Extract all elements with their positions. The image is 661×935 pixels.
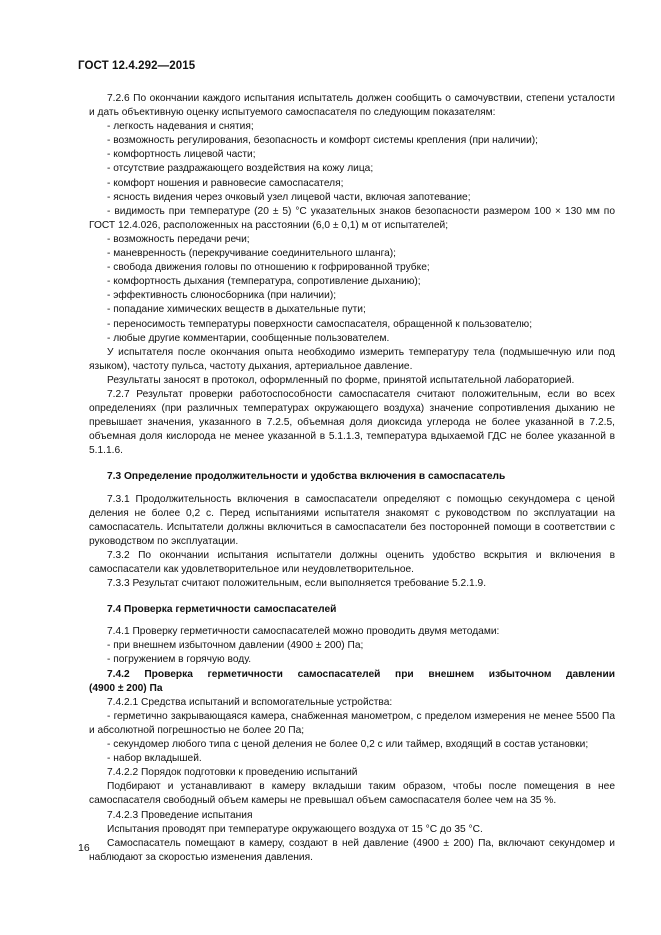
- subsection-heading-7-4-2-cont: (4900 ± 200) Па: [89, 682, 163, 694]
- section-heading-7-4: 7.4 Проверка герметичности самоспасателей: [107, 604, 337, 616]
- document-header: ГОСТ 12.4.292—2015: [78, 60, 196, 72]
- page-number: 16: [78, 842, 90, 854]
- paragraph-inserts-fit: Подбирают и устанавливают в камеру вкладыши таким образом, чтобы после помещения в нее самоспасателя свободный объем камеры не превышал объем самоспасателя более чем на 35 %.: [89, 781, 615, 807]
- list-item: - переносимость температуры поверхности самоспасателя, обращенной к пользователю;: [107, 318, 533, 330]
- paragraph-7-4-2-1: 7.4.2.1 Средства испытаний и вспомогательные устройства:: [107, 696, 393, 708]
- list-item: - отсутствие раздражающего воздействия на кожу лица;: [107, 163, 374, 175]
- list-item: - комфортность лицевой части;: [107, 149, 256, 161]
- document-body: [89, 92, 615, 865]
- list-item: - возможность передачи речи;: [107, 233, 250, 245]
- paragraph-placement: Самоспасатель помещают в камеру, создают в ней давление (4900 ± 200) Па, включают секундомер и наблюдают за скоростью изменения давления.: [89, 837, 615, 863]
- list-item: - попадание химических веществ в дыхательные пути;: [107, 304, 366, 316]
- list-item: - комфортность дыхания (температура, сопротивление дыханию);: [107, 276, 421, 288]
- paragraph-7-3-2: 7.3.2 По окончании испытания испытатели должны оценить удобство вскрытия и включения в самоспасатели как удовлетворительное или неудовлетворительное.: [89, 549, 615, 575]
- list-item: - эффективность слюносборника (при наличии);: [107, 290, 337, 302]
- paragraph-7-2-6: 7.2.6 По окончании каждого испытания испытатель должен сообщить о самочувствии, степени усталости и дать объективную оценку испытуемого самоспасателя по следующим показателям:: [89, 93, 615, 119]
- list-item: - погружением в горячую воду.: [107, 654, 252, 666]
- list-item: - свобода движения головы по отношению к гофрированной трубке;: [107, 262, 430, 274]
- paragraph-7-2-7: 7.2.7 Результат проверки работоспособности самоспасателя считают положительным, если во всех определениях (при различных температурах окружающего воздуха) значение сопротивления дыханию не превышает значения, указанного в 7.2.5, объемная доля диоксида углерода не более указанной в 7.2.5, объемная доля кислорода не менее указанной в 5.1.1.3, температура вдыхаемой ГДС не более указанной в 5.1.1.6.: [89, 388, 615, 457]
- list-item: - при внешнем избыточном давлении (4900 ± 200) Па;: [107, 640, 364, 652]
- paragraph-7-4-1: 7.4.1 Проверку герметичности самоспасателей можно проводить двумя методами:: [107, 626, 500, 638]
- subsection-heading-7-4-2: 7.4.2 Проверка герметичности самоспасателей при внешнем избыточном давлении: [107, 668, 615, 680]
- list-item-visibility: - видимость при температуре (20 ± 5) °С указательных знаков безопасности размером 100 × 130 мм по ГОСТ 12.4.026, расположенных на расстоянии (6,0 ± 0,1) м от испытателей;: [89, 205, 615, 231]
- paragraph-temperature: Испытания проводят при температуре окружающего воздуха от 15 °С до 35 °С.: [107, 823, 483, 835]
- list-item: - набор вкладышей.: [107, 753, 202, 765]
- paragraph-after-test: У испытателя после окончания опыта необходимо измерить температуру тела (подмышечную или под языком), частоту пульса, частоту дыхания, артериальное давление.: [89, 346, 615, 372]
- list-item-chamber: - герметично закрывающаяся камера, снабженная манометром, с пределом измерения не менее 5500 Па и абсолютной погрешностью не более 20 Па;: [89, 710, 615, 736]
- paragraph-results: Результаты заносят в протокол, оформленный по форме, принятой испытательной лабораторией.: [107, 374, 575, 386]
- section-heading-7-3: 7.3 Определение продолжительности и удобства включения в самоспасатель: [107, 471, 506, 483]
- list-item: - легкость надевания и снятия;: [107, 121, 254, 133]
- paragraph-7-4-2-2: 7.4.2.2 Порядок подготовки к проведению испытаний: [107, 767, 358, 779]
- list-item: - возможность регулирования, безопасность и комфорт системы крепления (при наличии);: [107, 135, 539, 147]
- paragraph-7-3-1: 7.3.1 Продолжительность включения в самоспасатели определяют с помощью секундомера с ценой деления не более 0,2 с. Перед испытаниями испытателя знакомят с руководством по эксплуатации на самоспасатель. Испытатели должны включиться в самоспасатели без посторонней помощи в соответствии с руководством по эксплуатации.: [89, 493, 615, 547]
- list-item: - комфорт ношения и равновесие самоспасателя;: [107, 177, 344, 189]
- list-item: - ясность видения через очковый узел лицевой части, включая запотевание;: [107, 191, 471, 203]
- list-item: - любые другие комментарии, сообщенные пользователем.: [107, 332, 390, 344]
- list-item-timer: - секундомер любого типа с ценой деления не более 0,2 с или таймер, входящий в состав установки;: [107, 739, 589, 751]
- paragraph-7-4-2-3: 7.4.2.3 Проведение испытания: [107, 809, 253, 821]
- paragraph-7-3-3: 7.3.3 Результат считают положительным, если выполняется требование 5.2.1.9.: [107, 578, 487, 590]
- list-item: - маневренность (перекручивание соединительного шланга);: [107, 248, 396, 260]
